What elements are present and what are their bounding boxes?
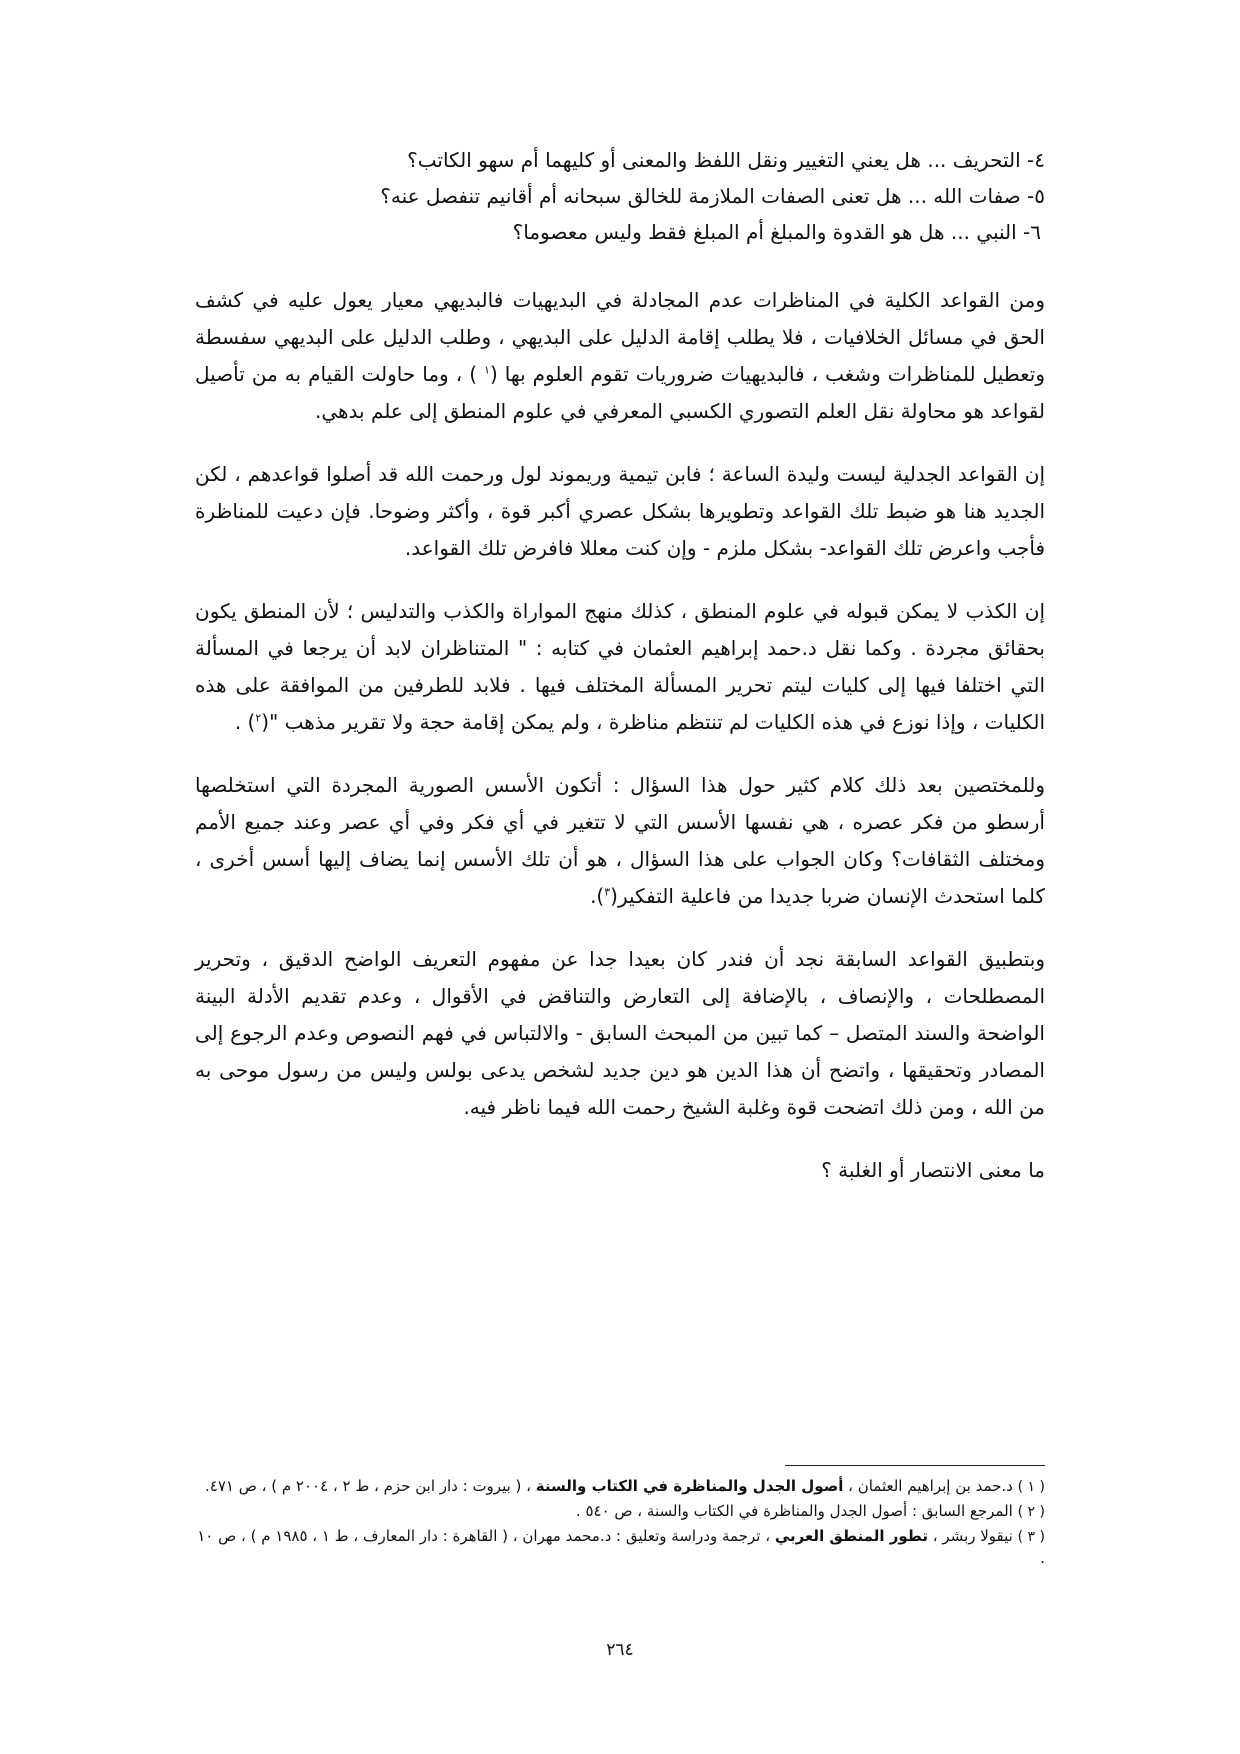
footnote-divider bbox=[785, 1465, 1045, 1466]
section-question: ما معنى الانتصار أو الغلبة ؟ bbox=[821, 1158, 1045, 1182]
footnote-3 bbox=[195, 1526, 1045, 1569]
paragraph-text: وللمختصين بعد ذلك كلام كثير حول هذا السؤال : أتكون الأسس الصورية المجردة التي استخلصها أرسطو من فكر عصره ، هي نفسها الأسس التي لا تتغير في أي فكر وفي أي عصر وعند جميع الأمم ومختلف الثقافات؟ وكان الجواب على هذا السؤال ، هو أن تلك الأسس إنما يضاف إليها أسس أخرى ، كلما استحدث الإنسان ضربا جديدا من فاعلية التفكير( bbox=[195, 773, 1045, 908]
paragraph-text: إن الكذب لا يمكن قبوله في علوم المنطق ، كذلك منهج المواراة والكذب والتدليس ؛ لأن المنطق يكون بحقائق مجردة . وكما نقل د.حمد إبراهيم العثمان في كتابه : " المتناظران لابد أن يرجعا في المسألة التي اختلفا فيها إلى كليات ليتم تحرير المسألة المختلف فيها . فلابد للطرفين من الموافقة على هذه الكليات ، وإذا نوزع في هذه الكليات لم تنتظم مناظرة ، ولم يمكن إقامة حجة ولا تقرير مذهب "( bbox=[195, 599, 1045, 734]
paragraph-2: إن القواعد الجدلية ليست وليدة الساعة ؛ فابن تيمية وريموند لول ورحمت الله قد أصلوا قواعدهم ، لكن الجديد هنا هو ضبط تلك القواعد وتطويرها بشكل عصري أكبر قوة ، وأكثر وضوحا. فإن دعيت للمناظرة فأجب واعرض تلك القواعد- بشكل ملزم - وإن كنت معللا فافرض تلك القواعد. bbox=[195, 462, 1045, 560]
footnotes bbox=[195, 1465, 1045, 1572]
paragraph-5: وبتطبيق القواعد السابقة نجد أن فندر كان بعيدا جدا عن مفهوم التعريف الواضح الدقيق ، وتحرير المصطلحات ، والإنصاف ، بالإضافة إلى التعارض والتناقض في الأقوال ، وعدم تقديم الأدلة البينة الواضحة والسند المتصل – كما تبين من المبحث السابق - والالتباس في فهم النصوص وعدم الرجوع إلى المصادر وتحقيقها ، واتضح أن هذا الدين هو دين جديد لشخص يدعى بولس وليس من رسول موحى به من الله ، ومن ذلك اتضحت قوة وغلبة الشيخ رحمت الله فيما ناظر فيه. bbox=[195, 947, 1045, 1119]
footnote-number: ( ٣ ) bbox=[1017, 1529, 1045, 1545]
footnote-text: المرجع السابق : أصول الجدل والمناظرة في الكتاب والسنة ، ص ٥٤٠ . bbox=[575, 1502, 1018, 1520]
footnote-ref-2: ٢ bbox=[255, 711, 262, 725]
paragraph-text: ومن القواعد الكلية في المناظرات عدم المجادلة في البديهيات فالبديهي معيار يعول عليه في كشف الحق في مسائل الخلافيات ، فلا يطلب إقامة الدليل على البديهي ، وطلب الدليل على البديهي سفسطة وتعطيل للمناظرات وشغب ، فالبديهيات ضروريات تقوم العلوم بها ( bbox=[195, 288, 1046, 386]
footnote-ref-3: ٣ bbox=[604, 885, 611, 899]
footnote-number: ( ٢ ) bbox=[1017, 1504, 1045, 1520]
footnote-text: ، ( بيروت : دار ابن حزم ، ط ٢ ، ٢٠٠٤ م ) ، ص ٤٧١. bbox=[205, 1477, 536, 1495]
footnote-ref-1: ١ bbox=[484, 363, 490, 377]
page-number: ٢٦٤ bbox=[606, 1640, 634, 1660]
paragraph-4 bbox=[195, 767, 1045, 915]
footnote-title: تطور المنطق العربي bbox=[774, 1527, 929, 1545]
footnote-text: ، ترجمة ودراسة وتعليق : د.محمد مهران ، ( القاهرة : دار المعارف ، ط ١ ، ١٩٨٥ م ) ، ص ١٠ . bbox=[197, 1527, 1045, 1567]
footnote-title: أصول الجدل والمناظرة في الكتاب والسنة bbox=[535, 1477, 844, 1495]
list-item: ٦- النبي ... هل هو القدوة والمبلغ أم المبلغ فقط وليس معصوما؟ bbox=[512, 220, 1041, 244]
footnote-1 bbox=[195, 1476, 1045, 1498]
list-item: ٤- التحريف ... هل يعني التغيير ونقل اللفظ والمعنى أو كليهما أم سهو الكاتب؟ bbox=[407, 148, 1045, 172]
paragraph-1 bbox=[195, 282, 1045, 430]
paragraph-text-tail: ) . bbox=[234, 710, 256, 734]
footnote-text: نيقولا ربشر ، bbox=[928, 1527, 1018, 1545]
footnote-number: ( ١ ) bbox=[1017, 1479, 1045, 1495]
footnote-2 bbox=[195, 1501, 1045, 1523]
body-text bbox=[195, 282, 1045, 1189]
paragraph-text-tail: ) ، وما حاولت القيام به من تأصيل لقواعد هو محاولة نقل العلم التصوري الكسبي المعرفي في علوم المنطق إلى علم بدهي. bbox=[195, 362, 1045, 423]
paragraph-text-tail: ). bbox=[590, 884, 605, 908]
list-item: ٥- صفات الله ... هل تعنى الصفات الملازمة للخالق سبحانه أم أقانيم تنفصل عنه؟ bbox=[380, 184, 1045, 208]
question-list bbox=[195, 142, 1045, 250]
paragraph-3 bbox=[195, 593, 1045, 741]
footnote-text: د.حمد بن إبراهيم العثمان ، bbox=[843, 1477, 1018, 1495]
